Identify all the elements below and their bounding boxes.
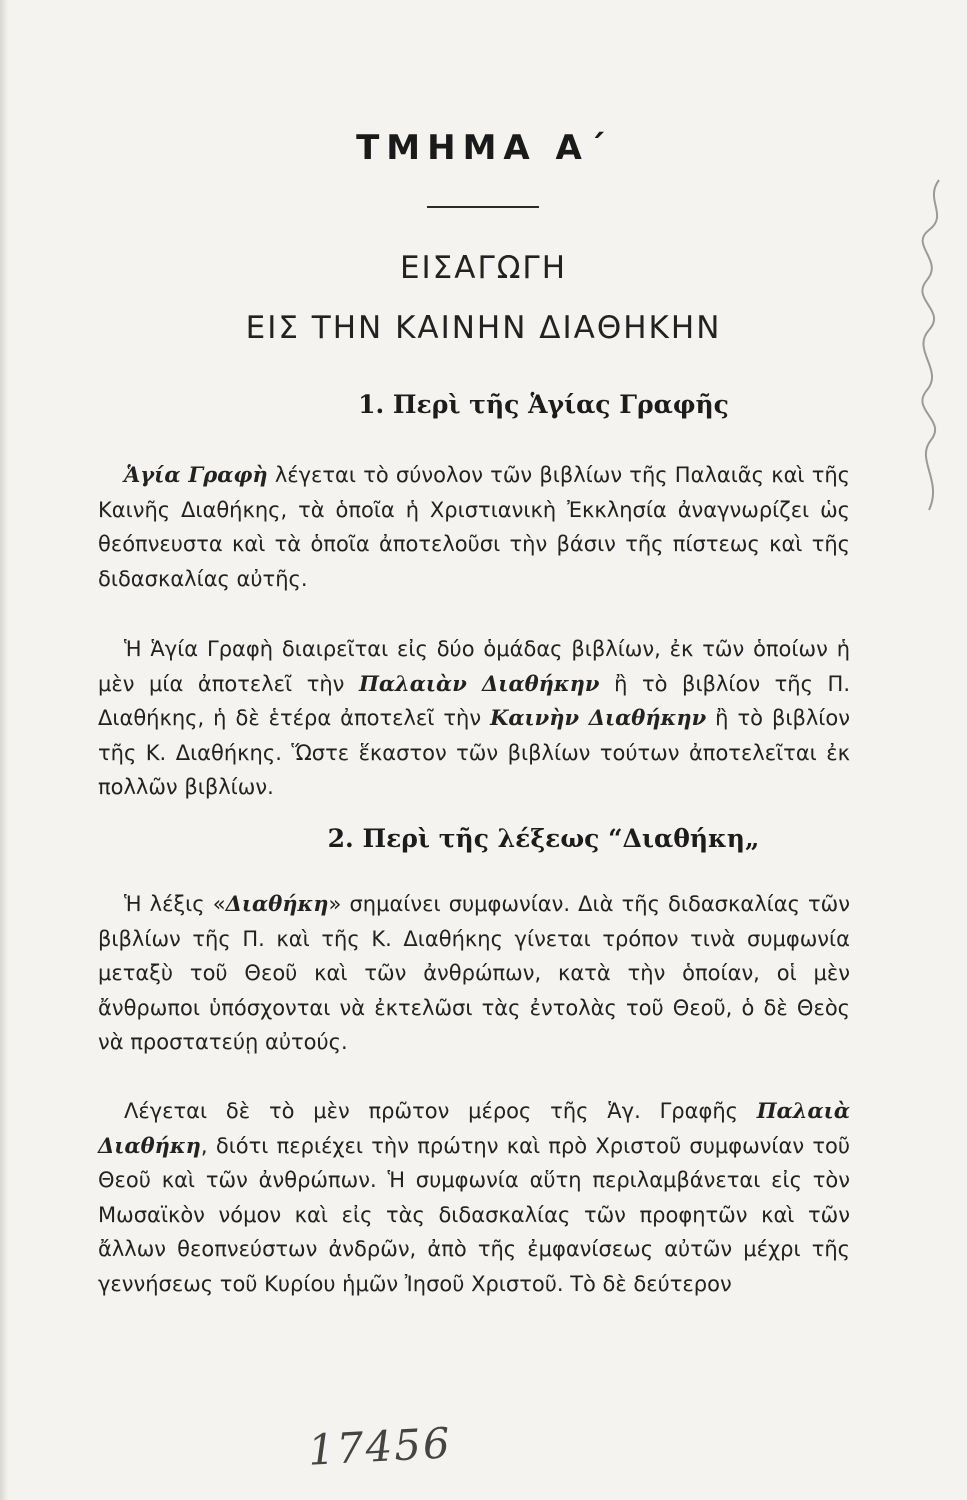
- paragraph-3: [98, 887, 850, 1060]
- heading-1: 1. Περὶ τῆς Ἁγίας Γραφῆς: [358, 390, 729, 419]
- heading-2: 2. Περὶ τῆς λέξεως “Διαθήκη„: [327, 824, 760, 853]
- margin-handwriting-scribble: [899, 170, 959, 530]
- paragraph-1: [98, 458, 850, 596]
- p2-emphasis-2: Καινὴν Διαθήκην: [490, 705, 707, 730]
- p2-text-3: ἢ τὸ βιβλίον τῆς Κ. Διαθήκης. Ὥστε ἕκαστον τῶν βιβλίων τούτων ἀποτελεῖται ἐκ πολλῶν βιβλίων.: [98, 706, 850, 799]
- handwritten-number: 17456: [306, 1418, 453, 1475]
- p2-text-1: Ἡ Ἁγία Γραφὴ διαιρεῖται εἰς δύο ὁμάδας βιβλίων, ἐκ τῶν ὁποίων ἡ μὲν μία ἀποτελεῖ τὴν: [98, 637, 850, 696]
- paragraph-2: [98, 632, 850, 805]
- p3-emphasis-1: Διαθήκη: [225, 891, 329, 916]
- p3-text-1: Ἡ λέξις «: [124, 892, 226, 916]
- section-title: ΤΜΗΜΑ Α΄: [356, 128, 611, 168]
- p2-emphasis-1: Παλαιὰν Διαθήκην: [359, 670, 600, 696]
- p3-text-2: » σημαίνει συμφωνίαν. Διὰ τῆς διδασκαλίας τῶν βιβλίων τῆς Π. καὶ τῆς Κ. Διαθήκης γίνεται τρόπον τινὰ συμφωνία μεταξὺ τοῦ Θεοῦ καὶ τῶν ἀνθρώπων, κατὰ τὴν ὁποίαν, οἱ μὲν ἄνθρωποι ὑπόσχονται νὰ ἐκτελῶσι τὰς ἐντολὰς τοῦ Θεοῦ, ὁ δὲ Θεὸς νὰ προστατεύῃ αὐτούς.: [98, 892, 850, 1054]
- main-title-line1: ΕΙΣΑΓΩΓΗ: [399, 250, 568, 286]
- title-rule: [427, 206, 539, 208]
- paragraph-4: [98, 1094, 850, 1301]
- main-title-line2: ΕΙΣ ΤΗΝ ΚΑΙΝΗΝ ΔΙΑΘΗΚΗΝ: [245, 310, 722, 346]
- p4-text-1: Λέγεται δὲ τὸ μὲν πρῶτον μέρος τῆς Ἁγ. Γραφῆς: [124, 1099, 757, 1123]
- p4-text-2: , διότι περιέχει τὴν πρώτην καὶ πρὸ Χριστοῦ συμφωνίαν τοῦ Θεοῦ καὶ τῶν ἀνθρώπων. Ἡ συμφωνία αὕτη περιλαμβάνεται εἰς τὸν Μωσαϊκὸν νόμον καὶ εἰς τὰς διδασκαλίας τῶν προφητῶν καὶ τῶν ἄλλων θεοπνεύστων ἀνδρῶν, ἀπὸ τῆς ἐμφανίσεως αὐτῶν μέχρι τῆς γεννήσεως τοῦ Κυρίου ἡμῶν Ἰησοῦ Χριστοῦ. Τὸ δὲ δεύτερον: [98, 1133, 850, 1296]
- binding-edge: [0, 0, 8, 1500]
- p1-text-1: λέγεται τὸ σύνολον τῶν βιβλίων τῆς Παλαιᾶς καὶ τῆς Καινῆς Διαθήκης, τὰ ὁποῖα ἡ Χριστιανικὴ Ἐκκλησία ἀναγνωρίζει ὡς θεόπνευστα καὶ τὰ ὁποῖα ἀποτελοῦσι τὴν βάσιν τῆς πίστεως καὶ τῆς διδασκαλίας αὐτῆς.: [98, 463, 851, 591]
- p4-emphasis-1: Παλαιὰ Διαθήκη: [98, 1098, 850, 1158]
- p2-text-2: ἢ τὸ βιβλίον τῆς Π. Διαθήκης, ἡ δὲ ἑτέρα ἀποτελεῖ τὴν: [98, 671, 850, 730]
- p1-emphasis-1: Ἁγία Γραφὴ: [124, 462, 268, 487]
